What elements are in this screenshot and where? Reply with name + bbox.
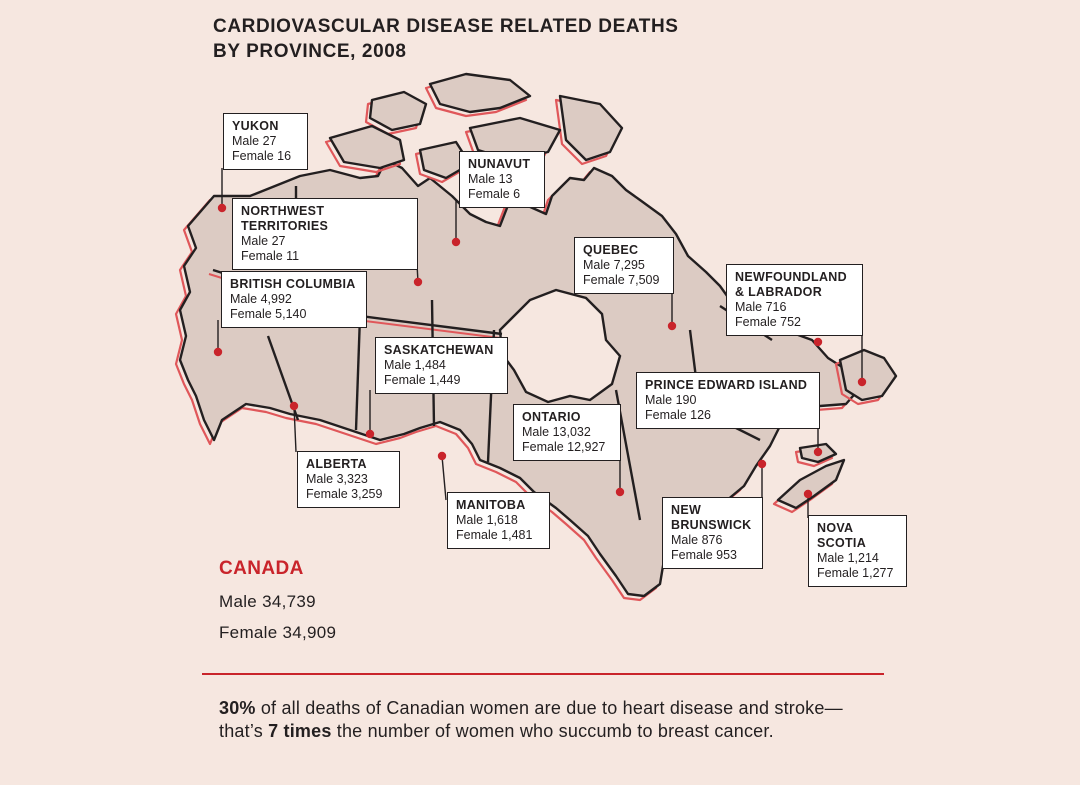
region-female: Female 3,259 xyxy=(306,487,383,501)
newfoundland-island xyxy=(840,350,896,400)
region-female: Female 12,927 xyxy=(522,440,606,454)
label-nunavut xyxy=(459,151,545,208)
region-female: Female 1,277 xyxy=(817,566,894,580)
region-male: Male 1,214 xyxy=(817,551,879,565)
region-name: BRITISH COLUMBIA xyxy=(230,277,356,291)
footer-stat: 30% xyxy=(219,698,256,718)
canada-total-heading: CANADA xyxy=(219,558,304,579)
region-female: Female 1,481 xyxy=(456,528,533,542)
label-northwest-territories xyxy=(232,198,418,270)
region-male: Male 27 xyxy=(241,234,286,248)
region-name: NEW BRUNSWICK xyxy=(671,503,752,532)
region-male: Male 13 xyxy=(468,172,513,186)
label-nova-scotia xyxy=(808,515,907,587)
label-saskatchewan xyxy=(375,337,508,394)
region-female: Female 126 xyxy=(645,408,712,422)
region-male: Male 3,323 xyxy=(306,472,368,486)
label-ontario xyxy=(513,404,621,461)
label-prince-edward-island xyxy=(636,372,820,429)
label-quebec xyxy=(574,237,674,294)
region-female: Female 6 xyxy=(468,187,521,201)
divider-rule xyxy=(202,673,884,675)
region-male: Male 190 xyxy=(645,393,697,407)
region-female: Female 1,449 xyxy=(384,373,461,387)
region-male: Male 1,618 xyxy=(456,513,518,527)
region-name: ONTARIO xyxy=(522,410,581,424)
label-yukon xyxy=(223,113,308,170)
region-name: QUEBEC xyxy=(583,243,639,257)
region-name: NORTHWEST TERRITORIES xyxy=(241,204,329,233)
region-name: MANITOBA xyxy=(456,498,526,512)
canada-total-female: Female 34,909 xyxy=(219,623,337,642)
region-male: Male 7,295 xyxy=(583,258,645,272)
region-name: NUNAVUT xyxy=(468,157,531,171)
region-name: SASKATCHEWAN xyxy=(384,343,494,357)
region-female: Female 16 xyxy=(232,149,292,163)
region-female: Female 7,509 xyxy=(583,273,660,287)
nova-scotia-shape xyxy=(778,460,844,508)
label-newfoundland-labrador xyxy=(726,264,863,336)
title-line-2: BY PROVINCE, 2008 xyxy=(213,41,407,62)
footer-emphasis: 7 times xyxy=(268,721,332,741)
title-line-1: CARDIOVASCULAR DISEASE RELATED DEATHS xyxy=(213,16,679,37)
label-new-brunswick xyxy=(662,497,763,569)
region-male: Male 4,992 xyxy=(230,292,292,306)
canada-total-male: Male 34,739 xyxy=(219,592,316,611)
label-manitoba xyxy=(447,492,550,549)
region-male: Male 1,484 xyxy=(384,358,446,372)
region-female: Female 5,140 xyxy=(230,307,307,321)
region-male: Male 27 xyxy=(232,134,277,148)
region-name: PRINCE EDWARD ISLAND xyxy=(645,378,808,392)
footer-text-b: the number of women who succumb to breast cancer. xyxy=(331,721,774,741)
label-alberta xyxy=(297,451,400,508)
label-british-columbia xyxy=(221,271,367,328)
region-name: ALBERTA xyxy=(306,457,367,471)
region-female: Female 11 xyxy=(241,249,300,263)
region-female: Female 752 xyxy=(735,315,802,329)
region-name: NOVA SCOTIA xyxy=(817,521,867,550)
region-male: Male 876 xyxy=(671,533,723,547)
region-female: Female 953 xyxy=(671,548,738,562)
footer-statement xyxy=(219,697,859,743)
region-male: Male 716 xyxy=(735,300,787,314)
region-name: YUKON xyxy=(232,119,279,133)
footer-text-a: of all deaths of Canadian women are due to heart disease and stroke—that’s xyxy=(219,698,843,741)
region-name: NEWFOUNDLAND & LABRADOR xyxy=(735,270,847,299)
region-male: Male 13,032 xyxy=(522,425,591,439)
